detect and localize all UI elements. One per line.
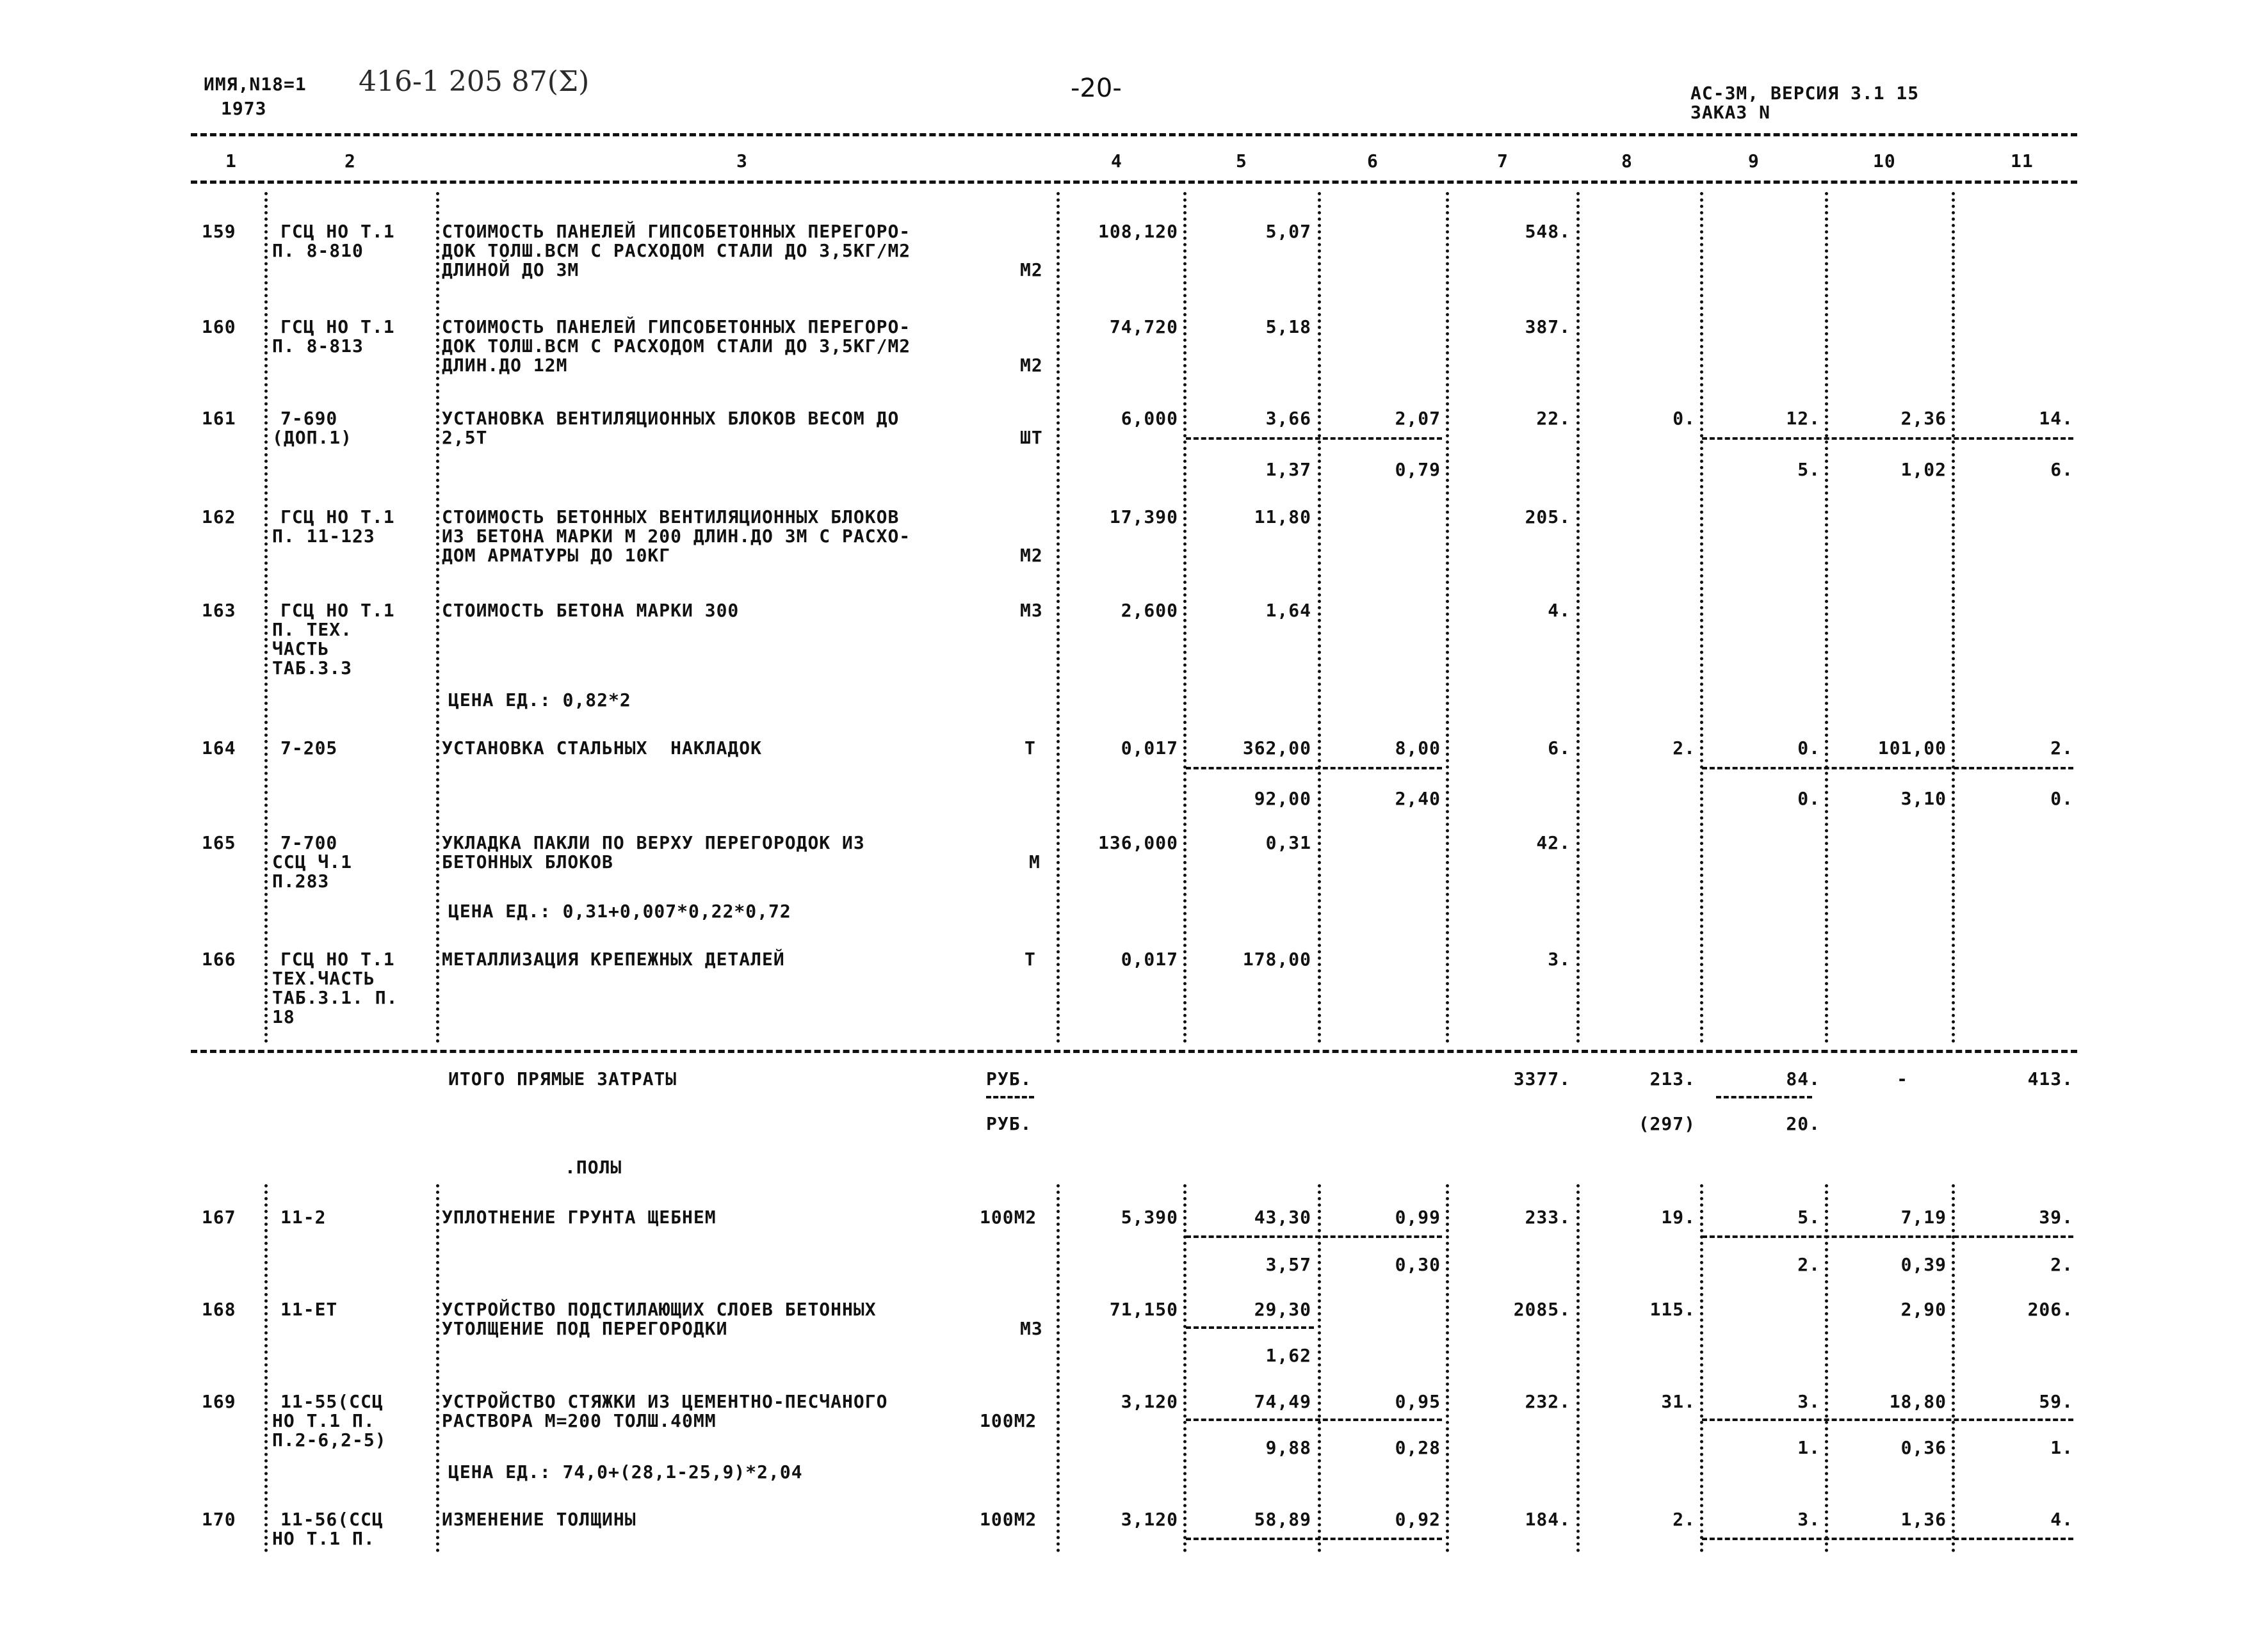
row-col10: 2,90 bbox=[1900, 1299, 1947, 1320]
summary-col8-sub: (297) bbox=[1638, 1113, 1696, 1134]
summary-sub-rule bbox=[1716, 1096, 1812, 1098]
row-code: 11-55(ССЦ bbox=[280, 1391, 384, 1412]
row-col8: 2. bbox=[1673, 737, 1696, 759]
row-desc: БЕТОННЫХ БЛОКОВ bbox=[442, 851, 613, 872]
row-code: П.2-6,2-5) bbox=[272, 1429, 387, 1451]
row-desc: ДОК ТОЛШ.ВСМ С РАСХОДОМ СТАЛИ ДО 3,5КГ/М2 bbox=[442, 240, 911, 261]
row-code: (ДОП.1) bbox=[272, 427, 353, 448]
summary-rule bbox=[191, 1050, 2077, 1053]
row-total: 205. bbox=[1525, 506, 1571, 527]
row-col11: 14. bbox=[2039, 408, 2073, 429]
header-bottom-rule bbox=[191, 181, 2077, 184]
col-sep bbox=[1446, 192, 1449, 1043]
row-number: 165 bbox=[202, 832, 236, 853]
row-desc: МЕТАЛЛИЗАЦИЯ КРЕПЕЖНЫХ ДЕТАЛЕЙ bbox=[442, 949, 785, 970]
row-code: 7-700 bbox=[280, 832, 338, 853]
row-total: 6. bbox=[1548, 737, 1571, 759]
row-code: ГСЦ НО Т.1 bbox=[280, 506, 395, 527]
row-col9: 3. bbox=[1797, 1391, 1820, 1412]
row-code: 11-2 bbox=[280, 1207, 327, 1228]
row-desc: ИЗ БЕТОНА МАРКИ М 200 ДЛИН.ДО 3М С РАСХО- bbox=[442, 526, 911, 547]
row-col10-sub: 0,36 bbox=[1900, 1437, 1947, 1458]
row-total: 42. bbox=[1536, 832, 1571, 853]
row-unit-price-sub: 1,37 bbox=[1265, 459, 1311, 480]
row-quantity: 6,000 bbox=[1121, 408, 1178, 429]
row-col8: 0. bbox=[1673, 408, 1696, 429]
price-note: ЦЕНА ЕД.: 0,82*2 bbox=[448, 689, 631, 711]
row-total: 548. bbox=[1525, 221, 1571, 242]
row-col10: 18,80 bbox=[1889, 1391, 1947, 1412]
price-note: ЦЕНА ЕД.: 74,0+(28,1-25,9)*2,04 bbox=[448, 1461, 803, 1483]
row-unit-price: 1,64 bbox=[1265, 600, 1311, 621]
page-number: -20- bbox=[1071, 74, 1122, 103]
row-total: 22. bbox=[1536, 408, 1571, 429]
row-code: ЧАСТЬ bbox=[272, 638, 330, 659]
sub-rule bbox=[1702, 1235, 2073, 1238]
col-head-1: 1 bbox=[225, 150, 237, 172]
row-col11: 206. bbox=[2027, 1299, 2073, 1320]
sub-rule bbox=[1186, 767, 1442, 769]
row-col11-sub: 6. bbox=[2050, 459, 2073, 480]
row-col11: 4. bbox=[2050, 1509, 2073, 1530]
row-unit-price: 178,00 bbox=[1242, 949, 1311, 970]
row-quantity: 71,150 bbox=[1109, 1299, 1178, 1320]
row-col8: 19. bbox=[1661, 1207, 1696, 1228]
row-unit: Т bbox=[1025, 737, 1036, 759]
row-col6: 0,95 bbox=[1395, 1391, 1441, 1412]
col-sep bbox=[1825, 1184, 1828, 1552]
summary-unit: РУБ. bbox=[986, 1068, 1032, 1089]
version-line: АС-3М, ВЕРСИЯ 3.1 15 bbox=[1690, 83, 1920, 104]
row-unit-price-sub: 92,00 bbox=[1254, 788, 1311, 809]
summary-unit-sub: РУБ. bbox=[986, 1113, 1032, 1134]
col-sep bbox=[1825, 192, 1828, 1043]
row-col10: 7,19 bbox=[1900, 1207, 1947, 1228]
order-line: ЗАКАЗ N bbox=[1690, 102, 1771, 123]
col-head-8: 8 bbox=[1621, 150, 1633, 172]
row-col11-sub: 2. bbox=[2050, 1254, 2073, 1275]
row-unit-price: 74,49 bbox=[1254, 1391, 1311, 1412]
row-unit-price: 3,66 bbox=[1265, 408, 1311, 429]
header-top-rule bbox=[191, 133, 2077, 136]
col-sep bbox=[1057, 1184, 1060, 1552]
row-col6-sub: 2,40 bbox=[1395, 788, 1441, 809]
row-col9: 0. bbox=[1797, 737, 1820, 759]
row-total: 233. bbox=[1525, 1207, 1571, 1228]
col-head-6: 6 bbox=[1367, 150, 1379, 172]
sub-rule bbox=[1186, 1419, 1442, 1421]
row-number: 159 bbox=[202, 221, 236, 242]
row-col6-sub: 0,28 bbox=[1395, 1437, 1441, 1458]
row-desc: УСТРОЙСТВО ПОДСТИЛАЮЩИХ СЛОЕВ БЕТОННЫХ bbox=[442, 1299, 877, 1320]
year: 1973 bbox=[221, 98, 267, 119]
row-unit: 100М2 bbox=[980, 1410, 1037, 1431]
summary-sub-rule bbox=[986, 1096, 1034, 1098]
row-desc: СТОИМОСТЬ БЕТОНА МАРКИ 300 bbox=[442, 600, 740, 621]
row-number: 168 bbox=[202, 1299, 236, 1320]
row-desc: ИЗМЕНЕНИЕ ТОЛЩИНЫ bbox=[442, 1509, 636, 1530]
sub-rule bbox=[1186, 1538, 1442, 1540]
row-unit-price: 5,07 bbox=[1265, 221, 1311, 242]
row-quantity: 74,720 bbox=[1109, 316, 1178, 337]
row-desc: ДЛИН.ДО 12М bbox=[442, 355, 568, 376]
row-col10-sub: 3,10 bbox=[1900, 788, 1947, 809]
row-number: 166 bbox=[202, 949, 236, 970]
col-head-9: 9 bbox=[1748, 150, 1760, 172]
row-col6-sub: 0,79 bbox=[1395, 459, 1441, 480]
row-number: 164 bbox=[202, 737, 236, 759]
doc-code: ИМЯ,N18=1 bbox=[204, 74, 307, 95]
col-sep bbox=[1446, 1184, 1449, 1552]
row-unit-price: 5,18 bbox=[1265, 316, 1311, 337]
row-quantity: 2,600 bbox=[1121, 600, 1178, 621]
col-sep bbox=[1318, 192, 1321, 1043]
row-desc: ДОК ТОЛШ.ВСМ С РАСХОДОМ СТАЛИ ДО 3,5КГ/М2 bbox=[442, 335, 911, 357]
row-unit: М2 bbox=[1020, 355, 1043, 376]
row-unit: М2 bbox=[1020, 259, 1043, 280]
col-sep bbox=[1318, 1184, 1321, 1552]
row-code: 11-56(ССЦ bbox=[280, 1509, 384, 1530]
summary-total: 3377. bbox=[1513, 1068, 1571, 1089]
col-sep bbox=[1952, 192, 1955, 1043]
row-unit: Т bbox=[1025, 949, 1036, 970]
row-code: П.283 bbox=[272, 871, 330, 892]
row-code: П. 8-810 bbox=[272, 240, 364, 261]
row-unit-price-sub: 1,62 bbox=[1265, 1345, 1311, 1366]
row-unit-price: 11,80 bbox=[1254, 506, 1311, 527]
row-total: 4. bbox=[1548, 600, 1571, 621]
row-col9-sub: 5. bbox=[1797, 459, 1820, 480]
row-code: ТЕХ.ЧАСТЬ bbox=[272, 968, 375, 989]
col-sep bbox=[1952, 1184, 1955, 1552]
col-sep bbox=[436, 192, 439, 1043]
row-col6: 8,00 bbox=[1395, 737, 1441, 759]
row-unit: М2 bbox=[1020, 545, 1043, 566]
row-col9: 3. bbox=[1797, 1509, 1820, 1530]
row-code: П. 11-123 bbox=[272, 526, 375, 547]
row-total: 3. bbox=[1548, 949, 1571, 970]
row-desc: 2,5Т bbox=[442, 427, 488, 448]
row-col11: 39. bbox=[2039, 1207, 2073, 1228]
row-desc: УСТРОЙСТВО СТЯЖКИ ИЗ ЦЕМЕНТНО-ПЕСЧАНОГО bbox=[442, 1391, 888, 1412]
row-code: 7-690 bbox=[280, 408, 338, 429]
summary-col10: - bbox=[1897, 1068, 1908, 1089]
col-sep bbox=[1700, 192, 1703, 1043]
row-col11: 59. bbox=[2039, 1391, 2073, 1412]
row-col8: 31. bbox=[1661, 1391, 1696, 1412]
row-col9-sub: 0. bbox=[1797, 788, 1820, 809]
row-desc: ДЛИНОЙ ДО 3М bbox=[442, 259, 579, 280]
col-sep bbox=[436, 1184, 439, 1552]
col-head-2: 2 bbox=[344, 150, 356, 172]
row-desc: ДОМ АРМАТУРЫ ДО 10КГ bbox=[442, 545, 671, 566]
row-code: ССЦ Ч.1 bbox=[272, 851, 353, 872]
row-unit-price: 0,31 bbox=[1265, 832, 1311, 853]
col-head-4: 4 bbox=[1111, 150, 1122, 172]
row-col10: 1,36 bbox=[1900, 1509, 1947, 1530]
row-code: НО Т.1 П. bbox=[272, 1528, 375, 1549]
col-head-3: 3 bbox=[736, 150, 748, 172]
summary-col9-sub: 20. bbox=[1786, 1113, 1820, 1134]
row-code: НО Т.1 П. bbox=[272, 1410, 375, 1431]
row-col8: 115. bbox=[1649, 1299, 1696, 1320]
sub-rule bbox=[1186, 1326, 1314, 1329]
row-quantity: 108,120 bbox=[1098, 221, 1178, 242]
row-unit-price: 29,30 bbox=[1254, 1299, 1311, 1320]
row-col11: 2. bbox=[2050, 737, 2073, 759]
summary-label: ИТОГО ПРЯМЫЕ ЗАТРАТЫ bbox=[448, 1068, 677, 1089]
row-desc: УТОЛЩЕНИЕ ПОД ПЕРЕГОРОДКИ bbox=[442, 1318, 728, 1339]
row-code: 7-205 bbox=[280, 737, 338, 759]
row-desc: СТОИМОСТЬ ПАНЕЛЕЙ ГИПСОБЕТОННЫХ ПЕРЕГОРО- bbox=[442, 221, 911, 242]
row-col8: 2. bbox=[1673, 1509, 1696, 1530]
row-unit: М bbox=[1029, 851, 1041, 872]
row-unit: М3 bbox=[1020, 600, 1043, 621]
row-col9-sub: 1. bbox=[1797, 1437, 1820, 1458]
row-quantity: 0,017 bbox=[1121, 949, 1178, 970]
row-col10-sub: 1,02 bbox=[1900, 459, 1947, 480]
row-col10: 2,36 bbox=[1900, 408, 1947, 429]
row-number: 170 bbox=[202, 1509, 236, 1530]
col-sep bbox=[1183, 1184, 1187, 1552]
row-code: ТАБ.3.1. П. bbox=[272, 987, 398, 1008]
row-number: 161 bbox=[202, 408, 236, 429]
row-quantity: 0,017 bbox=[1121, 737, 1178, 759]
row-number: 169 bbox=[202, 1391, 236, 1412]
row-unit: 100М2 bbox=[980, 1207, 1037, 1228]
row-unit: 100М2 bbox=[980, 1509, 1037, 1530]
row-code: ГСЦ НО Т.1 bbox=[280, 600, 395, 621]
price-note: ЦЕНА ЕД.: 0,31+0,007*0,22*0,72 bbox=[448, 901, 791, 922]
row-number: 162 bbox=[202, 506, 236, 527]
summary-col8: 213. bbox=[1649, 1068, 1696, 1089]
col-sep bbox=[264, 1184, 268, 1552]
row-quantity: 136,000 bbox=[1098, 832, 1178, 853]
row-unit-price-sub: 3,57 bbox=[1265, 1254, 1311, 1275]
row-col6-sub: 0,30 bbox=[1395, 1254, 1441, 1275]
row-desc: УСТАНОВКА СТАЛЬНЫХ НАКЛАДОК bbox=[442, 737, 763, 759]
col-sep bbox=[1700, 1184, 1703, 1552]
row-unit-price-sub: 9,88 bbox=[1265, 1437, 1311, 1458]
sub-rule bbox=[1702, 1419, 2073, 1421]
summary-col9: 84. bbox=[1786, 1068, 1820, 1089]
row-unit: М3 bbox=[1020, 1318, 1043, 1339]
row-total: 387. bbox=[1525, 316, 1571, 337]
row-total: 232. bbox=[1525, 1391, 1571, 1412]
row-number: 163 bbox=[202, 600, 236, 621]
row-code: ГСЦ НО Т.1 bbox=[280, 221, 395, 242]
row-col11-sub: 1. bbox=[2050, 1437, 2073, 1458]
row-number: 160 bbox=[202, 316, 236, 337]
section-title: .ПОЛЫ bbox=[565, 1157, 622, 1178]
row-desc: СТОИМОСТЬ ПАНЕЛЕЙ ГИПСОБЕТОННЫХ ПЕРЕГОРО- bbox=[442, 316, 911, 337]
row-quantity: 3,120 bbox=[1121, 1391, 1178, 1412]
row-desc: УПЛОТНЕНИЕ ГРУНТА ЩЕБНЕМ bbox=[442, 1207, 717, 1228]
col-head-11: 11 bbox=[2011, 150, 2034, 172]
col-head-5: 5 bbox=[1236, 150, 1247, 172]
sub-rule bbox=[1702, 437, 2073, 440]
row-col9-sub: 2. bbox=[1797, 1254, 1820, 1275]
row-code: ГСЦ НО Т.1 bbox=[280, 316, 395, 337]
row-quantity: 3,120 bbox=[1121, 1509, 1178, 1530]
summary-col11: 413. bbox=[2027, 1068, 2073, 1089]
row-number: 167 bbox=[202, 1207, 236, 1228]
row-code: П. ТЕХ. bbox=[272, 619, 353, 640]
sub-rule bbox=[1186, 1235, 1442, 1238]
row-col11-sub: 0. bbox=[2050, 788, 2073, 809]
sub-rule bbox=[1702, 1538, 2073, 1540]
row-col9: 12. bbox=[1786, 408, 1820, 429]
sub-rule bbox=[1186, 437, 1442, 440]
col-sep bbox=[1057, 192, 1060, 1043]
row-col10-sub: 0,39 bbox=[1900, 1254, 1947, 1275]
row-unit-price: 43,30 bbox=[1254, 1207, 1311, 1228]
row-desc: РАСТВОРА М=200 ТОЛШ.40ММ bbox=[442, 1410, 717, 1431]
col-head-7: 7 bbox=[1497, 150, 1509, 172]
row-col6: 0,99 bbox=[1395, 1207, 1441, 1228]
row-quantity: 5,390 bbox=[1121, 1207, 1178, 1228]
row-total: 2085. bbox=[1513, 1299, 1571, 1320]
row-desc: СТОИМОСТЬ БЕТОННЫХ ВЕНТИЛЯЦИОННЫХ БЛОКОВ bbox=[442, 506, 900, 527]
col-head-10: 10 bbox=[1873, 150, 1896, 172]
row-col9: 5. bbox=[1797, 1207, 1820, 1228]
col-sep bbox=[1576, 1184, 1580, 1552]
row-code: ГСЦ НО Т.1 bbox=[280, 949, 395, 970]
sub-rule bbox=[1702, 767, 2073, 769]
col-sep bbox=[1183, 192, 1187, 1043]
row-col6: 0,92 bbox=[1395, 1509, 1441, 1530]
row-code: П. 8-813 bbox=[272, 335, 364, 357]
row-col10: 101,00 bbox=[1877, 737, 1947, 759]
handwritten-doc-number: 416-1 205 87(Σ) bbox=[359, 65, 590, 98]
row-unit-price: 58,89 bbox=[1254, 1509, 1311, 1530]
row-unit-price: 362,00 bbox=[1242, 737, 1311, 759]
row-desc: УКЛАДКА ПАКЛИ ПО ВЕРХУ ПЕРЕГОРОДОК ИЗ bbox=[442, 832, 865, 853]
row-col6: 2,07 bbox=[1395, 408, 1441, 429]
row-code: 11-ЕТ bbox=[280, 1299, 338, 1320]
row-desc: УСТАНОВКА ВЕНТИЛЯЦИОННЫХ БЛОКОВ ВЕСОМ ДО bbox=[442, 408, 900, 429]
row-total: 184. bbox=[1525, 1509, 1571, 1530]
row-quantity: 17,390 bbox=[1109, 506, 1178, 527]
col-sep bbox=[1576, 192, 1580, 1043]
row-code: ТАБ.3.3 bbox=[272, 657, 353, 679]
row-code: 18 bbox=[272, 1006, 295, 1027]
row-unit: ШТ bbox=[1020, 427, 1043, 448]
col-sep bbox=[264, 192, 268, 1043]
